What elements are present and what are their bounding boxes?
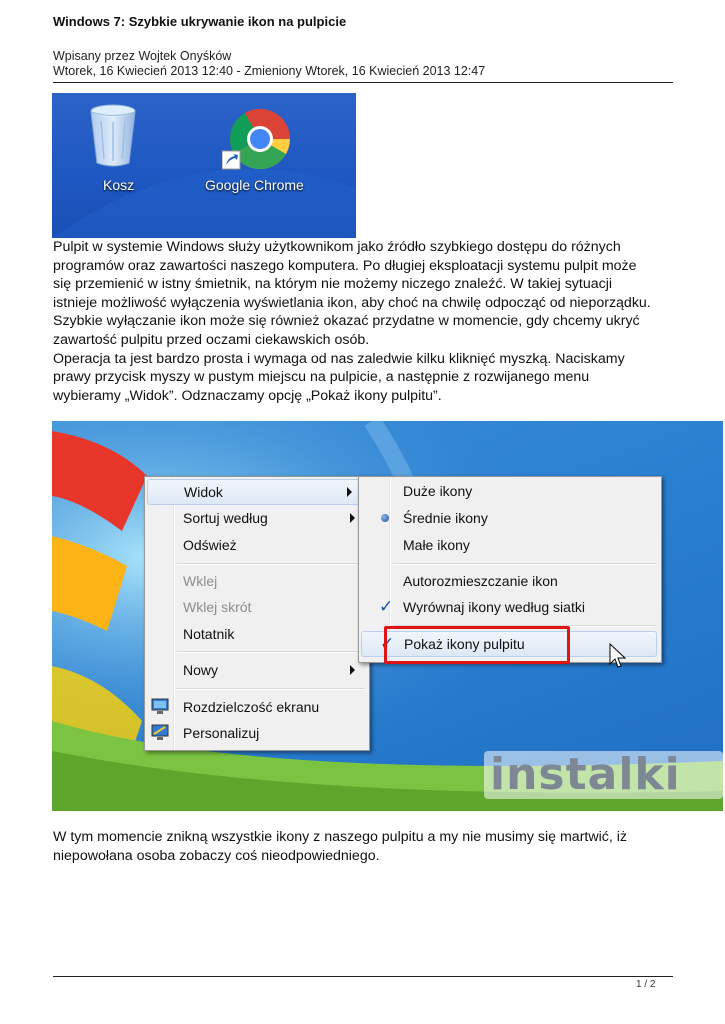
- text-line: Pulpit w systemie Windows służy użytkownikom jako źródło szybkiego dostępu do różnych: [53, 239, 621, 255]
- date-line: Wtorek, 16 Kwiecień 2013 12:40 - Zmieniony Wtorek, 16 Kwiecień 2013 12:47: [53, 64, 486, 78]
- submenu-item-medium-icons[interactable]: [361, 506, 659, 530]
- text-line: programów oraz zawartości naszego komputera. Po długiej eksploatacji systemu pulpit może: [53, 257, 637, 274]
- submenu-item-align-to-grid[interactable]: [361, 595, 659, 619]
- menu-separator: [177, 651, 365, 653]
- text-line: istnieje możliwość wyłączenia wyświetlania ikon, aby choć na chwilę odpocząć od nieporządku.: [53, 294, 651, 311]
- menu-item-label: Sortuj według: [183, 510, 268, 526]
- submenu-arrow-icon: [347, 487, 352, 497]
- menu-item-label: Średnie ikony: [403, 510, 488, 526]
- menu-item-label: Wyrównaj ikony według siatki: [403, 599, 585, 615]
- menu-item-personalize[interactable]: [147, 721, 367, 745]
- menu-item-new[interactable]: [147, 658, 367, 682]
- menu-item-sort-by[interactable]: [147, 506, 367, 530]
- recycle-bin-label: Kosz: [103, 177, 135, 193]
- menu-item-label: Personalizuj: [183, 725, 260, 741]
- desktop-icons-screenshot: [52, 93, 356, 238]
- menu-item-label: Duże ikony: [403, 483, 473, 499]
- text-line: prawy przycisk myszy w pustym miejscu na pulpicie, a następnie z rozwijanego menu: [53, 369, 590, 386]
- menu-item-label: Widok: [184, 484, 223, 500]
- checkmark-icon: ✓: [379, 597, 394, 616]
- menu-item-label: Odśwież: [183, 537, 237, 553]
- personalize-icon: [151, 724, 169, 741]
- menu-item-label: Wklej: [183, 573, 218, 589]
- monitor-icon: [151, 698, 169, 715]
- chrome-icon: [222, 107, 292, 173]
- menu-item-label: Autorozmieszczanie ikon: [403, 573, 558, 589]
- menu-separator: [177, 563, 365, 565]
- menu-item-refresh[interactable]: [147, 533, 367, 557]
- chrome-label: Google Chrome: [205, 177, 304, 193]
- menu-separator: [393, 563, 657, 565]
- submenu-item-auto-arrange[interactable]: [361, 569, 659, 593]
- submenu-arrow-icon: [350, 665, 355, 675]
- menu-item-label: Rozdzielczość ekranu: [183, 699, 320, 715]
- menu-item-label: Nowy: [183, 662, 219, 678]
- footer-divider: [53, 976, 673, 977]
- menu-item-label: Małe ikony: [403, 537, 470, 553]
- context-menu-screenshot: [52, 421, 723, 811]
- menu-item-paste[interactable]: [147, 569, 367, 593]
- intro-paragraph: [53, 238, 673, 405]
- text-line: zawartość pulpitu przed oczami ciekawskich osób.: [53, 331, 370, 348]
- text-line: wybieramy „Widok”. Odznaczamy opcję „Pokaż ikony pulpitu”.: [53, 387, 442, 404]
- submenu-item-small-icons[interactable]: [361, 533, 659, 557]
- menu-item-label: Notatnik: [183, 626, 235, 642]
- menu-item-label: Wklej skrót: [183, 599, 252, 615]
- author-line: Wpisany przez Wojtek Onyśków: [53, 49, 232, 63]
- menu-item-paste-shortcut[interactable]: [147, 595, 367, 619]
- menu-item-screen-resolution[interactable]: [147, 695, 367, 719]
- context-menu: [144, 476, 370, 751]
- text-line: Operacja ta jest bardzo prosta i wymaga od nas zaledwie kilku kliknięć myszką. Naciskamy: [53, 350, 625, 367]
- text-line: Szybkie wyłączanie ikon może się również okazać przydatne w momencie, gdy chcemy ukryć: [53, 313, 640, 330]
- watermark-logo: instalki: [490, 749, 681, 800]
- submenu-arrow-icon: [350, 513, 355, 523]
- text-line: W tym momencie znikną wszystkie ikony z naszego pulpitu a my nie musimy się martwić, iż: [53, 829, 627, 845]
- checkmark-icon: ✓: [380, 634, 395, 653]
- mouse-cursor-icon: [609, 643, 627, 669]
- closing-paragraph: [53, 828, 673, 865]
- menu-separator: [177, 688, 365, 690]
- header-divider: [53, 82, 673, 83]
- menu-item-view[interactable]: [147, 479, 365, 505]
- menu-item-notepad[interactable]: [147, 622, 367, 646]
- recycle-bin-icon: [87, 103, 139, 169]
- text-line: niepowołana osoba zobaczy coś nieodpowiedniego.: [53, 847, 380, 864]
- menu-item-label: Pokaż ikony pulpitu: [404, 636, 525, 652]
- red-highlight-box: [384, 626, 570, 664]
- text-line: się przemienić w istny śmietnik, na którym nie możemy niczego znaleźć. W takiej sytuacji: [53, 276, 613, 293]
- radio-bullet-icon: [381, 514, 389, 522]
- article-title: Windows 7: Szybkie ukrywanie ikon na pulpicie: [53, 14, 347, 29]
- page-number: 1 / 2: [636, 979, 656, 990]
- submenu-item-large-icons[interactable]: [361, 479, 659, 503]
